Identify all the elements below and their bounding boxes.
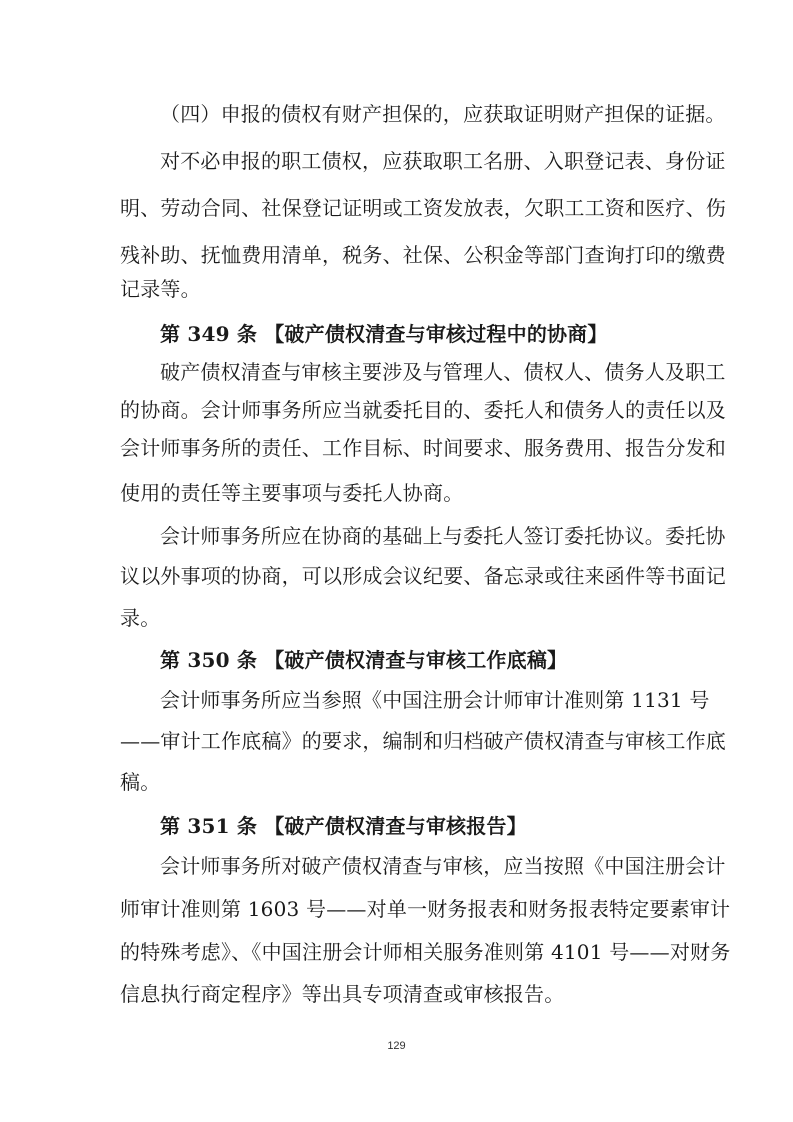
article-351-p1-line-4: 信息执行商定程序》等出具专项清查或审核报告。: [120, 982, 565, 1006]
document-page: [120, 0, 731, 1122]
article-351-p1-line-2: 师审计准则第 1603 号——对单一财务报表和财务报表特定要素审计: [120, 897, 731, 921]
article-350-p1-line-3: 稿。: [120, 770, 161, 794]
article-349-p2-line-2: 议以外事项的协商，可以形成会议纪要、备忘录或往来函件等书面记: [120, 564, 726, 588]
paragraph-item-4: （四）申报的债权有财产担保的，应获取证明财产担保的证据。: [160, 102, 726, 126]
article-350-heading: 第 350 条 【破产债权清查与审核工作底稿】: [160, 648, 568, 672]
paragraph-employee-line-2: 明、劳动合同、社保登记证明或工资发放表，欠职工工资和医疗、伤: [120, 196, 726, 220]
article-351-p1-line-1: 会计师事务所对破产债权清查与审核，应当按照《中国注册会计: [160, 854, 726, 878]
article-350-p1-line-1: 会计师事务所应当参照《中国注册会计师审计准则第 1131 号: [160, 688, 710, 712]
article-349-p1-line-3: 会计师事务所的责任、工作目标、时间要求、服务费用、报告分发和: [120, 436, 726, 460]
article-349-p2-line-3: 录。: [120, 606, 161, 630]
article-350-p1-line-2: ——审计工作底稿》的要求，编制和归档破产债权清查与审核工作底: [120, 729, 726, 753]
article-349-p1-line-1: 破产债权清查与审核主要涉及与管理人、债权人、债务人及职工: [160, 360, 726, 384]
paragraph-employee-line-4: 记录等。: [120, 277, 201, 301]
article-349-p1-line-2: 的协商。会计师事务所应当就委托目的、委托人和债务人的责任以及: [120, 398, 726, 422]
paragraph-employee-line-3: 残补助、抚恤费用清单，税务、社保、公积金等部门查询打印的缴费: [120, 243, 726, 267]
article-349-p1-line-4: 使用的责任等主要事项与委托人协商。: [120, 481, 464, 505]
article-351-p1-line-3: 的特殊考虑》、《中国注册会计师相关服务准则第 4101 号——对财务: [120, 940, 731, 964]
article-349-heading: 第 349 条 【破产债权清查与审核过程中的协商】: [160, 322, 608, 346]
page-number: 129: [387, 1040, 406, 1052]
article-351-heading: 第 351 条 【破产债权清查与审核报告】: [160, 814, 527, 838]
paragraph-employee-line-1: 对不必申报的职工债权，应获取职工名册、入职登记表、身份证: [160, 149, 726, 173]
article-349-p2-line-1: 会计师事务所应在协商的基础上与委托人签订委托协议。委托协: [160, 524, 726, 548]
